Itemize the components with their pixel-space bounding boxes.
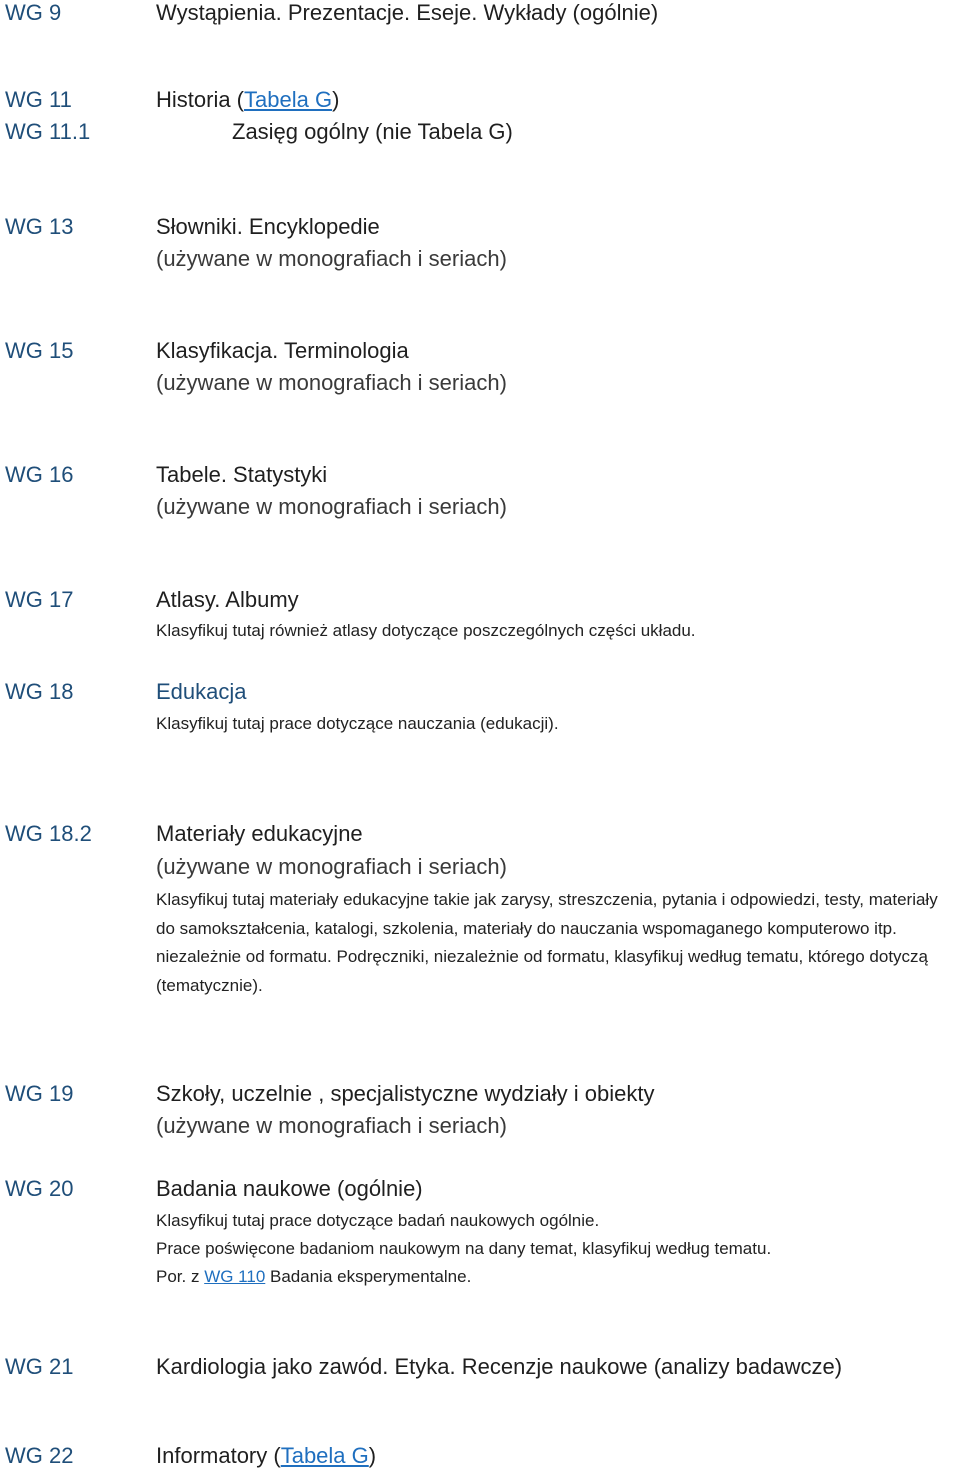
title-wg17: Atlasy. Albumy xyxy=(156,587,299,612)
code-wg18-2: WG 18.2 xyxy=(5,821,92,846)
note-wg19: (używane w monografiach i seriach) xyxy=(156,1113,507,1138)
title-wg18-2: Materiały edukacyjne xyxy=(156,821,363,846)
title-wg16: Tabele. Statystyki xyxy=(156,462,328,487)
title-wg21: Kardiologia jako zawód. Etyka. Recenzje naukowe (analizy badawcze) xyxy=(156,1354,843,1379)
desc-wg20-3-suffix: Badania eksperymentalne. xyxy=(265,1267,472,1286)
code-wg18: WG 18 xyxy=(5,679,74,704)
tabela-g-link[interactable]: Tabela G xyxy=(280,1443,369,1468)
title-wg15: Klasyfikacja. Terminologia xyxy=(156,338,409,363)
wg110-link[interactable]: WG 110 xyxy=(204,1267,266,1286)
note-wg13: (używane w monografiach i seriach) xyxy=(156,246,507,271)
title-wg22-suffix: ) xyxy=(368,1443,377,1468)
note-wg15: (używane w monografiach i seriach) xyxy=(156,370,507,395)
code-wg11: WG 11 xyxy=(5,87,72,112)
title-wg22-prefix: Informatory ( xyxy=(156,1443,281,1468)
desc-wg20-3 xyxy=(156,1266,471,1288)
title-wg11 xyxy=(156,87,339,113)
tabela-g-link[interactable]: Tabela G xyxy=(244,87,333,112)
title-wg19: Szkoły, uczelnie , specjalistyczne wydziały i obiekty xyxy=(156,1081,655,1106)
code-wg11-1: WG 11.1 xyxy=(5,119,91,144)
desc-wg18-2: Klasyfikuj tutaj materiały edukacyjne takie jak zarysy, streszczenia, pytania i odpowiedzi, testy, materiały do samokształcenia, katalogi, szkolenia, materiały do nauczania wspomaganego komputerowo itp. niezależnie od formatu. Podręczniki, niezależnie od formatu, klasyfikuj według tematu, którego dotyczą (tematycznie). xyxy=(156,890,938,995)
code-wg20: WG 20 xyxy=(5,1176,74,1201)
note-wg18-2: (używane w monografiach i seriach) xyxy=(156,854,507,879)
code-wg15: WG 15 xyxy=(5,338,74,363)
title-wg13: Słowniki. Encyklopedie xyxy=(156,214,380,239)
title-wg18: Edukacja xyxy=(156,679,247,704)
code-wg9: WG 9 xyxy=(5,0,62,25)
title-wg20: Badania naukowe (ogólnie) xyxy=(156,1176,423,1201)
code-wg16: WG 16 xyxy=(5,462,74,487)
desc-wg20-3-prefix: Por. z xyxy=(156,1267,205,1286)
code-wg13: WG 13 xyxy=(5,214,74,239)
desc-wg18: Klasyfikuj tutaj prace dotyczące nauczania (edukacji). xyxy=(156,714,559,733)
code-wg17: WG 17 xyxy=(5,587,74,612)
desc-wg20-1: Klasyfikuj tutaj prace dotyczące badań naukowych ogólnie. xyxy=(156,1211,600,1230)
desc-wg17: Klasyfikuj tutaj również atlasy dotyczące poszczególnych części układu. xyxy=(156,621,696,640)
title-wg22 xyxy=(156,1443,376,1469)
code-wg21: WG 21 xyxy=(5,1354,74,1379)
title-wg11-suffix: ) xyxy=(332,87,340,112)
desc-wg20-2: Prace poświęcone badaniom naukowym na dany temat, klasyfikuj według tematu. xyxy=(156,1239,772,1258)
note-wg16: (używane w monografiach i seriach) xyxy=(156,494,507,519)
title-wg11-1: Zasięg ogólny (nie Tabela G) xyxy=(232,119,513,144)
code-wg22: WG 22 xyxy=(5,1443,74,1468)
code-wg19: WG 19 xyxy=(5,1081,74,1106)
title-wg11-prefix: Historia ( xyxy=(156,87,245,112)
title-wg9: Wystąpienia. Prezentacje. Eseje. Wykłady (ogólnie) xyxy=(156,0,659,25)
